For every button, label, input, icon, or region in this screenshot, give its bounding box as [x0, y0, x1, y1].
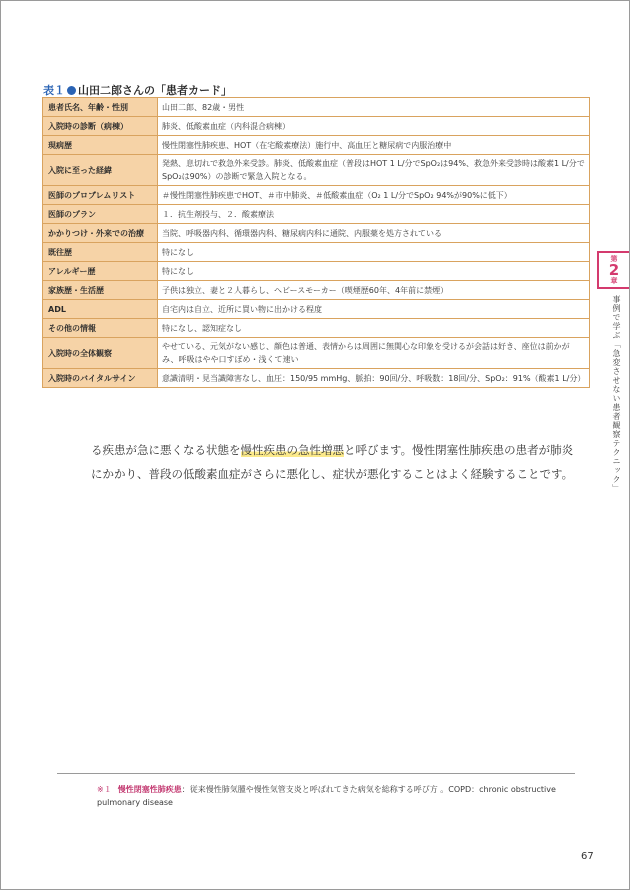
row-key: 入院時のバイタルサイン	[43, 369, 158, 388]
table-row	[43, 98, 590, 117]
table-row	[43, 155, 590, 186]
row-key: 家族歴・生活歴	[43, 281, 158, 300]
row-value: 子供は独立、妻と２人暮らし、ヘビースモーカー（喫煙歴60年、4年前に禁煙）	[158, 281, 590, 300]
chapter-tab-bottom: 章	[610, 277, 618, 285]
row-value: ＃慢性閉塞性肺疾患でHOT、＃市中肺炎、＃低酸素血症（O₂ 1 L/分でSpO₂ 94%が90%に低下）	[158, 186, 590, 205]
table-title: 山田二郎さんの「患者カード」	[78, 84, 232, 97]
body-text-before: る疾患が急に悪くなる状態を	[91, 443, 241, 457]
table-label: 表１	[43, 84, 65, 97]
row-value: 自宅内は自立、近所に買い物に出かける程度	[158, 300, 590, 319]
table-row	[43, 243, 590, 262]
footnote-mark: ※１	[97, 785, 112, 794]
table-row	[43, 300, 590, 319]
row-value: 発熱、息切れで救急外来受診。肺炎、低酸素血症（普段はHOT 1 L/分でSpO₂は94%、救急外来受診時は酸素1 L/分でSpO₂は90%）の診断で緊急入院となる。	[158, 155, 590, 186]
chapter-number: 2	[608, 261, 620, 279]
row-key: 医師のプロブレムリスト	[43, 186, 158, 205]
body-highlight: 慢性疾患の急性増悪	[240, 443, 344, 457]
patient-card-table	[42, 97, 590, 388]
row-value: １．抗生剤投与、２．酸素療法	[158, 205, 590, 224]
chapter-title-vertical: 事例で学ぶ「急変させない患者観察テクニック」	[612, 295, 621, 493]
bullet-dot-icon	[67, 86, 76, 95]
body-paragraph	[91, 438, 575, 486]
table-row	[43, 117, 590, 136]
table-row	[43, 205, 590, 224]
footnote-term: 慢性閉塞性肺疾患	[117, 785, 182, 794]
chapter-tab	[597, 251, 629, 289]
row-key: 現病歴	[43, 136, 158, 155]
chapter-tab-top: 第	[610, 255, 618, 263]
table-row	[43, 369, 590, 388]
table-row	[43, 136, 590, 155]
row-value: やせている、元気がない感じ、顔色は普通、表情からは周囲に無関心な印象を受けるが会話は好き、座位は前かがみ、呼吸はやや口すぼめ・浅くて速い	[158, 338, 590, 369]
table-row	[43, 224, 590, 243]
table-row	[43, 262, 590, 281]
row-key: 入院時の診断（病棟）	[43, 117, 158, 136]
row-key: 医師のプラン	[43, 205, 158, 224]
table-row	[43, 281, 590, 300]
body-text-after: と呼びます。慢性閉塞性肺疾患の患者が肺炎にかかり、普段の低酸素血症がさらに悪化し、症状が悪化することはよく経験することです。	[91, 443, 574, 481]
row-key: 既往歴	[43, 243, 158, 262]
page-number: 67	[581, 851, 594, 862]
table-row	[43, 338, 590, 369]
row-key: その他の情報	[43, 319, 158, 338]
footnote-text: ：従来慢性肺気腫や慢性気管支炎と呼ばれてきた病気を総称する呼び方 。COPD：chronic obstructive pulmonary disease	[97, 785, 556, 807]
row-value: 意識清明・見当識障害なし、血圧：150/95 mmHg、脈拍：90回/分、呼吸数：18回/分、SpO₂：91%（酸素1 L/分）	[158, 369, 590, 388]
footnote	[97, 783, 557, 809]
row-value: 肺炎、低酸素血症（内科混合病棟）	[158, 117, 590, 136]
table-row	[43, 319, 590, 338]
row-value: 特になし	[158, 262, 590, 281]
row-value: 山田二郎、82歳・男性	[158, 98, 590, 117]
table-caption	[43, 82, 232, 98]
row-key: かかりつけ・外来での治療	[43, 224, 158, 243]
row-key: 患者氏名、年齢・性別	[43, 98, 158, 117]
row-value: 当院、呼吸器内科、循環器内科、糖尿病内科に通院、内服薬を処方されている	[158, 224, 590, 243]
row-value: 特になし	[158, 243, 590, 262]
row-key: ADL	[43, 300, 158, 319]
row-key: 入院時の全体観察	[43, 338, 158, 369]
row-value: 慢性閉塞性肺疾患、HOT（在宅酸素療法）施行中、高血圧と糖尿病で内服治療中	[158, 136, 590, 155]
table-row	[43, 186, 590, 205]
row-value: 特になし、認知症なし	[158, 319, 590, 338]
row-key: 入院に至った経緯	[43, 155, 158, 186]
footnote-divider	[57, 773, 575, 774]
row-key: アレルギー歴	[43, 262, 158, 281]
